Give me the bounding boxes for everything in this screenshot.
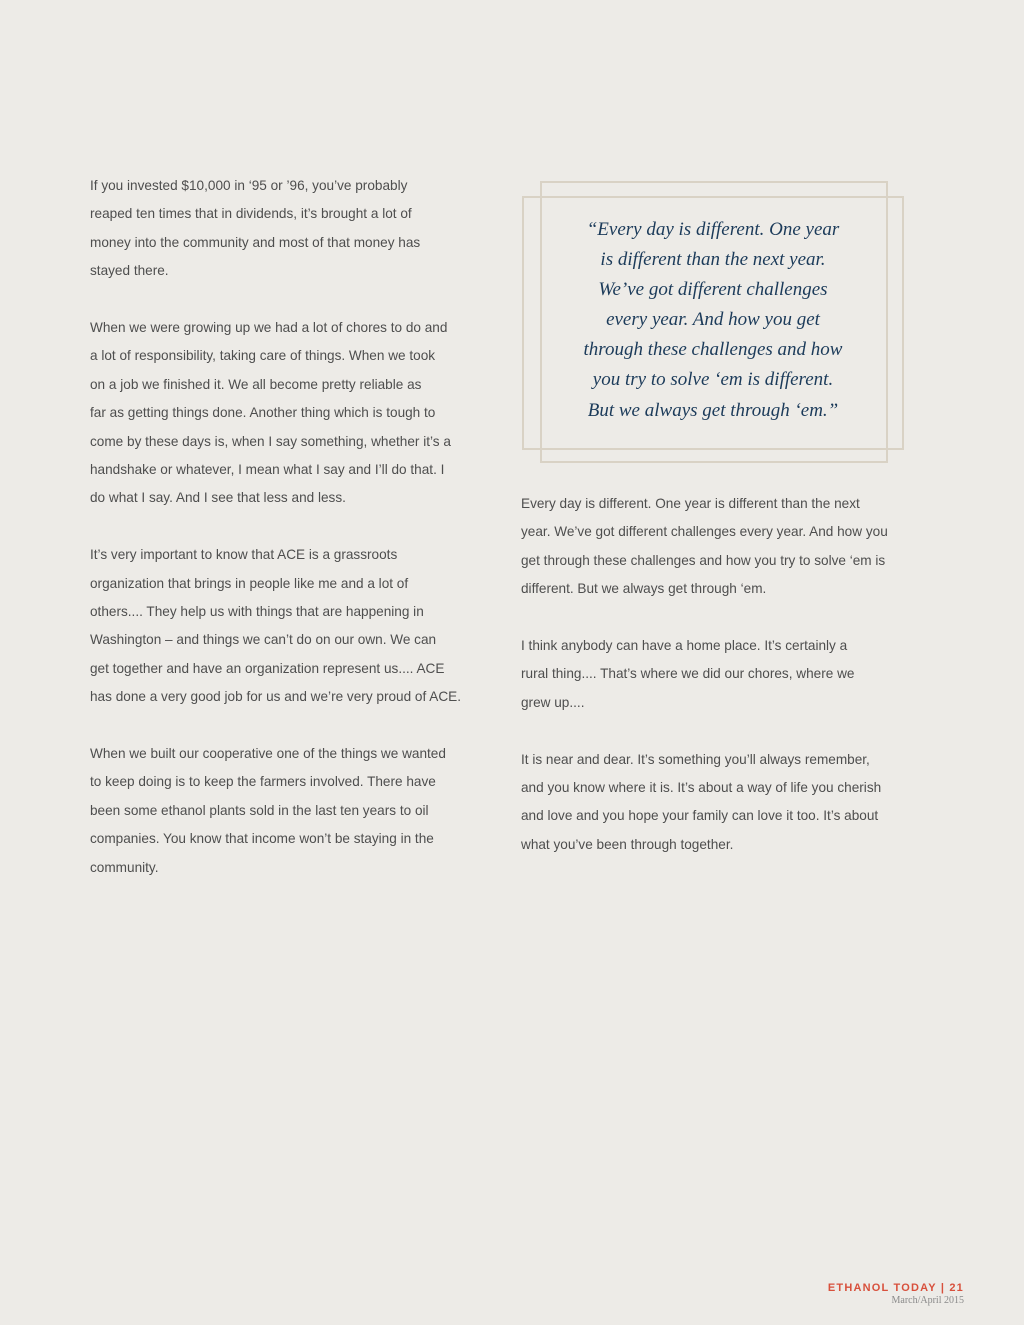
body-paragraph: It is near and dear. It’s something you’ll always remember, and you know where it is. It’s about a way of life you cherish and love and you hope your family can love it too. It’s about what you’ve been through together. — [521, 751, 882, 852]
left-column — [90, 172, 482, 911]
page-footer — [828, 1281, 964, 1307]
pull-quote-box — [522, 181, 904, 463]
issue-date: March/April 2015 — [891, 1295, 964, 1306]
body-paragraph: Every day is different. One year is different than the next year. We’ve got different challenges every year. And how you get through these challenges and how you try to solve ‘em is different. But we always get through ‘em. — [521, 496, 888, 597]
right-column — [521, 490, 913, 888]
body-paragraph: I think anybody can have a home place. It’s certainly a rural thing.... That’s where we did our chores, where we grew up.... — [521, 638, 855, 710]
body-paragraph: When we built our cooperative one of the things we wanted to keep doing is to keep the farmers involved. There have been some ethanol plants sold in the last ten years to oil companies. You know that income won’t be staying in the community. — [90, 746, 446, 875]
pull-quote-text: “Every day is different. One year is different than the next year. We’ve got different challenges every year. And how you get through these challenges and how you try to solve ‘em is different. But we always get through ‘em.” — [583, 219, 843, 421]
body-paragraph: If you invested $10,000 in ‘95 or ’96, you’ve probably reaped ten times that in dividends, it’s brought a lot of money into the community and most of that money has stayed there. — [90, 178, 421, 279]
body-paragraph: When we were growing up we had a lot of chores to do and a lot of responsibility, taking care of things. When we took on a job we finished it. We all become pretty reliable as far as getting things done. Another thing which is tough to come by these days is, when I say something, whether it’s a handshake or whatever, I mean what I say and I’ll do that. I do what I say. And I see that less and less. — [90, 320, 451, 506]
magazine-page-label: ETHANOL TODAY | 21 — [827, 1282, 964, 1294]
body-paragraph: It’s very important to know that ACE is a grassroots organization that brings in people like me and a lot of others.... They help us with things that are happening in Washington – and things we can’t do on our own. We can get together and have an organization represent us.... ACE has done a very good job for us and we’re very proud of ACE. — [90, 547, 462, 705]
